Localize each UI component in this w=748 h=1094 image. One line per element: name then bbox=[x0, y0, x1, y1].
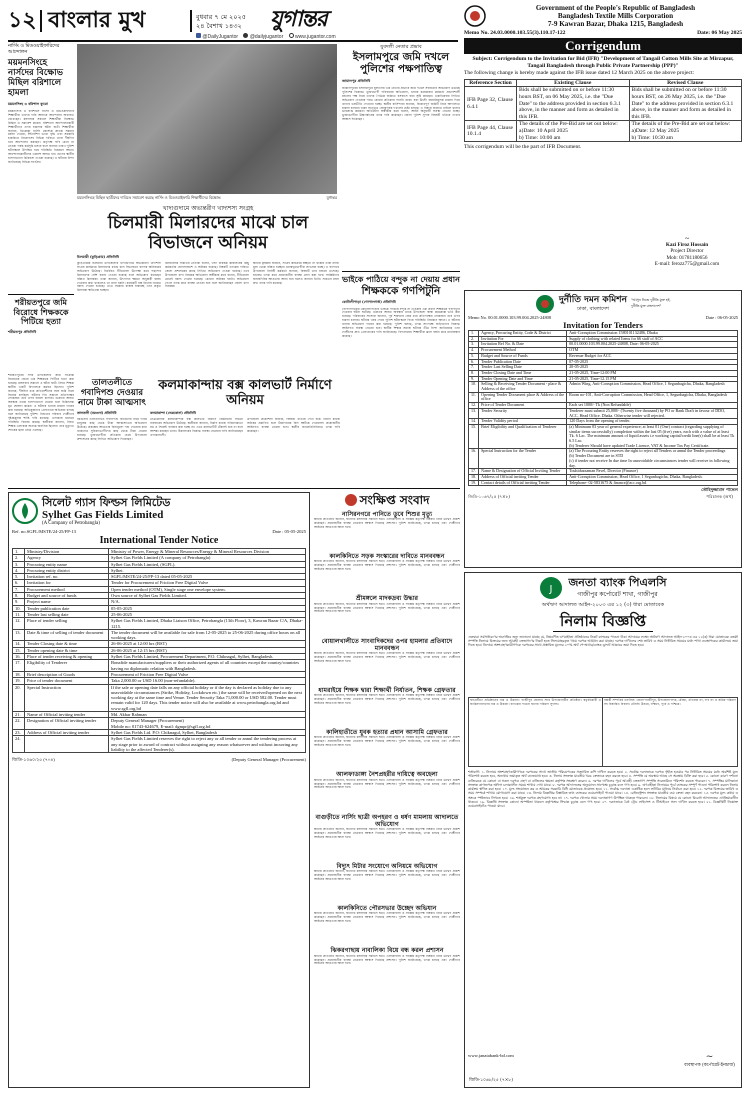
table-cell: 12. bbox=[469, 403, 479, 409]
ad-code: জিডি-১০৬০/২৫ (৭×৪) bbox=[12, 757, 55, 763]
table-cell: Sylhet Gas Fields Limited, (SGFL). bbox=[109, 561, 306, 567]
table-cell: N/A. bbox=[109, 599, 306, 605]
story-chilmari-body: চিলমারী (কুড়িগ্রাম) প্রতিনিধি কুড়িগ্রামের চিলমারী উপজেলায় খাদ্যগুদামে অভ্যন্তরীণ খাদ্যশস্য সংগ্রহ কার্যক্রমে মিলারদের মাঝে চাল বিভাজনে ব্যাপক অনিয়মের অভিযোগ উঠেছে। নির্ধারিত নীতিমালা উপেক্ষা করে পছন্দের মিলারদের বেশি বরাদ্দ দেওয়া হয়েছে বলে অভিযোগ করেছেন বঞ্চিত মিলাররা। তারা জানান, উৎপাদন ক্ষমতা অনুযায়ী বরাদ্দ দেওয়ার কথা থাকলেও তা মানা হয়নি। কয়েকটি বন্ধ মিলের নামেও বরাদ্দ দেওয়া হয়েছে। এতে সরকার রাজস্ব হারাচ্ছে এবং প্রকৃত মিলাররা ক্ষতিগ্রস্ত হচ্ছেন। মিলমালিক সমিতির নেতারা বলেন, খাদ্য নিয়ন্ত্রক কার্যালয়ের কিছু কর্মকর্তার যোগসাজশে এ অনিয়ম হয়েছে। বিষয়টি তদন্তের দাবিতে জেলা প্রশাসকের কাছে লিখিত অভিযোগ দেওয়া হয়েছে। তবে উপজেলা খাদ্য নিয়ন্ত্রক অভিযোগ অস্বীকার করে বলেন, নীতিমালা মেনেই বরাদ্দ দেওয়া হয়েছে। কোনো অনিয়ম হয়নি। অভিযোগ পেলে তদন্ত করে ব্যবস্থা নেওয়া হবে বলে জানিয়েছেন জেলা খাদ্য নিয়ন্ত্রক। স্থানীয় কৃষকরা জানান, সংগ্রহ কার্যক্রমে স্বচ্ছতা না থাকায় তারা ন্যায্য মূল্য থেকে বঞ্চিত হচ্ছেন। মধ্যস্বত্বভোগীরা লাভবান হচ্ছে। এ ব্যাপারে উপজেলা নির্বাহী কর্মকর্তা জানান, বিষয়টি তার নজরে এসেছে। যথাযথ তদন্ত করে প্রয়োজনীয় ব্যবস্থা গ্রহণ করা হবে। সংশ্লিষ্টদের জবাবদিহির আওতায় আনা হবে বলেও জানান তিনি। সচেতন মহল দ্রুত তদন্ত দাবি করেছে। bbox=[77, 255, 339, 293]
table-cell: (a) The Procuring Entity reserves the right to reject all Tenders or annul the Tender proceedings (b) Tender Document are in STD (c) if tender not receive In due time In unavoidable circumstances tender will receive in following day. bbox=[567, 449, 738, 469]
table-cell: Budget and source of funds bbox=[25, 593, 109, 599]
table-cell: Address of Official inviting Tender bbox=[479, 474, 567, 480]
table-cell: 05-05-2025 bbox=[109, 605, 306, 611]
story-headline[interactable]: ইসলামপুরে জমি দখলে পুলিশের পক্ষপাতিত্ব bbox=[352, 51, 450, 75]
table-header: Revised Clause bbox=[629, 79, 742, 87]
table-cell: Designation of Official inviting tender bbox=[25, 718, 109, 730]
story-kalmakanda: কলমাকান্দায় বক্স কালভার্ট নির্মাণে অনিয়ম কলমাকান্দা (নেত্রকোনা) প্রতিনিধি নেত্রকোনার কলমাকান্দায় বক্স কালভার্ট নির্মাণে নিম্নমানের সামগ্রী ব্যবহারের অভিযোগ উঠেছে। স্থানীয়রা জানান, নির্মাণ কাজে পরিমাণমতো রড ও সিমেন্ট ব্যবহার করা হচ্ছে না। এতে কালভার্টটি টেকসই হবে না বলে আশঙ্কা করছেন তারা। ঠিকাদারের বিরুদ্ধে ব্যবস্থা নেওয়ার দাবি জানিয়েছেন এলাকাবাসী। উপজেলা প্রকৌশলী জানান, বিষয়টি খতিয়ে দেখা হবে। নির্মাণ কাজে অনিয়ম প্রমাণিত হলে ঠিকাদারের বিল আটকে দেওয়াসহ প্রয়োজনীয় আইনগত ব্যবস্থা নেওয়া হবে। স্থানীয় জনপ্রতিনিধিরাও তদন্ত দাবি করেছেন। bbox=[150, 378, 340, 437]
table-cell: Address of Official inviting tender bbox=[25, 729, 109, 735]
facebook-icon[interactable] bbox=[196, 33, 201, 38]
story-byline: চিলমারী (কুড়িগ্রাম) প্রতিনিধি bbox=[77, 255, 120, 259]
table-cell: 10. bbox=[469, 382, 479, 392]
table-cell: Tender Opening Date and Time bbox=[479, 376, 567, 382]
table-cell: 15. bbox=[469, 424, 479, 449]
list-item bbox=[314, 947, 460, 986]
table-cell: Tender Closing date & time bbox=[25, 641, 109, 647]
table-row bbox=[469, 480, 738, 486]
table-cell: (a) Minimum 03 year of general experience; at least 01 (One) contract (regarding supplying of similar items successfully) completion within the last 05 (five) years, each with a value of at least Tk. 6 Lac. The minimum amount of liquid assets i.e working capital/credit line(s) shall be at least Tk 6.5 Lac. (b) Tenderer Should have updated Trade Licence, VAT & Income Tax Pay Certificate. bbox=[567, 424, 738, 449]
brief-list bbox=[314, 511, 460, 987]
list-item bbox=[314, 905, 460, 944]
page-number: ১২ bbox=[8, 7, 37, 33]
auction-intro: এতদ্বারা সর্বসাধারণের অবগতির জন্য জানানো যাচ্ছে যে, নিম্নবর্ণিত ঋণগ্রহীতা প্রতিষ্ঠানের নিকট ব্যাংকের পাওনা টাকা আদায়ের লক্ষ্যে অর্থঋণ আদালত আইন-২০০৩ এর ১২(৩) ধারা মোতাবেক বন্ধকী সম্পত্তি নিলামে বিক্রয়ের জন্য আগ্রহী ক্রেতাগণের নিকট হতে সিলমোহরকৃত খামে দরপত্র আহ্বান করা যাচ্ছে। দরপত্র দাখিলের শেষ তারিখ ও সময় নির্ধারিত সময়ের মধ্যে শাখা ব্যবস্থাপকের কার্যালয়ে জমা দিতে হবে। নিলামে অংশগ্রহণকারীগণকে দরপত্রের সাথে প্রস্তাবিত মূল্যের ২০% অর্থ পে-অর্ডার/ব্যাংক ড্রাফট আকারে জমা দিতে হবে। bbox=[468, 635, 738, 648]
table-cell: OTM bbox=[567, 348, 738, 354]
brief-headline[interactable]: বিদ্যুৎ মিটার সংযোগে অনিয়মে অভিযোগ bbox=[336, 863, 438, 871]
story-headline[interactable]: ময়মনসিংহে নার্সদের বিক্ষোভ মিছিল বরিশালে হামলা bbox=[8, 58, 63, 98]
table-cell: Selling & Receiving Tender Document - place & Address of the office bbox=[479, 382, 567, 392]
list-item bbox=[314, 511, 460, 550]
table-cell: 16. bbox=[13, 654, 25, 660]
table-cell: Contact details of Official inviting Tender bbox=[479, 480, 567, 486]
corrigendum-subject: Subject: Corrigendum to the Invitation for Bid (IFB) "Development of Tangail Cotton Mills Site at Mirzapur, Tangail Bangladesh through Public Private Partnership (PPP)" bbox=[472, 56, 734, 69]
table-cell: 8. bbox=[469, 370, 479, 376]
table-cell bbox=[25, 736, 109, 753]
table-header: Existing Clause bbox=[517, 79, 630, 87]
brief-body: স্থানীয় প্রতিনিধি জানান, ঘটনাটি মঙ্গলবার সকালে ঘটে। এলাকাবাসী ও সংশ্লিষ্ট কর্তৃপক্ষ বিষয়টি নিয়ে উদ্বেগ প্রকাশ করেছেন। প্রয়োজনীয় ব্যবস্থা নেওয়ার আশ্বাস দিয়েছে প্রশাসন। পুলিশ জানিয়েছে, তদন্ত চলছে এবং দোষীদের আইনের আওতায় আনা হবে। bbox=[314, 694, 460, 706]
table-cell: 18. bbox=[13, 671, 25, 677]
table-cell: 21-05-2025, Time-12:00 PM bbox=[567, 370, 738, 376]
signatory-title: ব্যবস্থাপক (কর্পোরেট-ইনচার্জ) bbox=[684, 1063, 735, 1068]
brief-headline[interactable]: আলফাডাঙ্গা নৈশপ্রহরীর দায়িত্বে অবহেলা bbox=[336, 771, 438, 779]
table-cell: 12. bbox=[13, 618, 25, 630]
brief-body: স্থানীয় প্রতিনিধি জানান, ঘটনাটি মঙ্গলবার সকালে ঘটে। এলাকাবাসী ও সংশ্লিষ্ট কর্তৃপক্ষ বিষয়টি নিয়ে উদ্বেগ প্রকাশ করেছেন। প্রয়োজনীয় ব্যবস্থা নেওয়ার আশ্বাস দিয়েছে প্রশাসন। পুলিশ জানিয়েছে, তদন্ত চলছে এবং দোষীদের আইনের আওতায় আনা হবে। bbox=[314, 560, 460, 572]
table-cell: 19. bbox=[13, 678, 25, 684]
brief-headline[interactable]: কালিহাতীতে যুবক হত্যার প্রধান আসামি গ্রেফতার bbox=[326, 729, 448, 737]
table-cell: Invitation ref. no. bbox=[25, 574, 109, 580]
list-item bbox=[314, 553, 460, 592]
section-title: বাংলার মুখ bbox=[48, 7, 146, 33]
table-row bbox=[465, 87, 742, 121]
brief-body: স্থানীয় প্রতিনিধি জানান, ঘটনাটি মঙ্গলবার সকালে ঘটে। এলাকাবাসী ও সংশ্লিষ্ট কর্তৃপক্ষ বিষয়টি নিয়ে উদ্বেগ প্রকাশ করেছেন। প্রয়োজনীয় ব্যবস্থা নেওয়ার আশ্বাস দিয়েছে প্রশাসন। পুলিশ জানিয়েছে, তদন্ত চলছে এবং দোষীদের আইনের আওতায় আনা হবে। bbox=[314, 778, 460, 790]
twitter-icon[interactable] bbox=[243, 33, 248, 38]
story-headline[interactable]: তালতলীতে গবাদিপশু দেওয়ার নামে টাকা আত্মসাৎ bbox=[78, 378, 146, 408]
table-row bbox=[13, 736, 306, 753]
acc-name-bn: দুর্নীতি দমন কমিশন bbox=[559, 294, 627, 305]
table-cell: Agency, Procuring Entity, Code & District bbox=[479, 331, 567, 337]
table-cell: Invitation for bbox=[25, 580, 109, 586]
table-cell: Price of tender document bbox=[25, 678, 109, 684]
table-row bbox=[469, 408, 738, 418]
table-cell: 11. bbox=[469, 392, 479, 402]
date-bn: বুধবার ৭ মে ২০২৫ bbox=[196, 13, 246, 21]
table-cell: 17. bbox=[13, 660, 25, 672]
table-row bbox=[13, 684, 306, 711]
table-cell: Tender Validity period bbox=[479, 419, 567, 425]
auction-law: অর্থঋণ আদালত আইন-২০০৩ এর ১২ (৩) ধারা মোতাবেক bbox=[541, 602, 665, 608]
list-item bbox=[314, 814, 460, 860]
table-cell: If the sale or opening date falls on any official holiday or if the day is declared as holiday due to any unavoidable circumstances (Strike, Holiday, Lockdown etc.) the same will be received/opened on the next working day at the same time and Venue. Tender Security Taka 71,000.00 or USD 582.00. Tender must remain valid for 120 days. This tender notice will also be available at www.petrobangla.org.bd and www.sgfl.org.bd bbox=[109, 684, 306, 711]
brief-body: স্থানীয় প্রতিনিধি জানান, ঘটনাটি মঙ্গলবার সকালে ঘটে। এলাকাবাসী ও সংশ্লিষ্ট কর্তৃপক্ষ বিষয়টি নিয়ে উদ্বেগ প্রকাশ করেছেন। প্রয়োজনীয় ব্যবস্থা নেওয়ার আশ্বাস দিয়েছে প্রশাসন। পুলিশ জানিয়েছে, তদন্ত চলছে এবং দোষীদের আইনের আওতায় আনা হবে। bbox=[314, 954, 460, 966]
twitter-handle[interactable]: @dailyjugantor bbox=[249, 34, 284, 40]
table-cell: The details of the Pre-Bid are set out below: a)Date: 12 May 2025 b) Time: 10:30 am bbox=[629, 121, 742, 142]
table-cell: Eligibility of Tenderer bbox=[25, 660, 109, 672]
table-cell: Date & time of selling of tender document bbox=[25, 629, 109, 641]
table-cell: Name of Official inviting tender bbox=[25, 712, 109, 718]
ad-corrigendum bbox=[464, 4, 742, 286]
table-cell: Tender Closing Date and Time bbox=[479, 370, 567, 376]
story-kicker: খাদ্যগুদামে অভ্যন্তরীণ খাদ্যশস্য সংগ্রহ bbox=[162, 205, 254, 212]
table-cell: 6. bbox=[13, 580, 25, 586]
ref-no: Ref. no.SGFL/MSTE/24-25/FP-13 bbox=[12, 529, 76, 534]
story-headline[interactable]: চিলমারী মিলারদের মাঝে চাল বিভাজনে অনিয়ম bbox=[107, 213, 309, 253]
story-body-gopalpur: গোপালগঞ্জের কোটালীপাড়ায় ভাইকে পাঠিয়ে বন্দুক না দেওয়ায় এক প্রধান শিক্ষককে গণপিটুনি দেওয়ার ঘটনা ঘটেছে। গুরুতর আহত অবস্থায় তাকে উপজেলা স্বাস্থ্য কমপ্লেক্সে ভর্তি করা হয়েছে। পরিবারের সদস্যরা জানান, পূর্ব শত্রুতার জের ধরে প্রতিপক্ষের লোকজন তার ওপর হামলা চালায়। ঘটনার খবর পেয়ে পুলিশ ঘটনাস্থলে গিয়ে পরিস্থিতি নিয়ন্ত্রণে আনে। এ ঘটনায় থানায় অভিযোগ দায়ের করা হয়েছে। পুলিশ বলছে, তদন্ত সাপেক্ষে জড়িতদের বিরুদ্ধে আইনগত ব্যবস্থা নেওয়া হবে। স্থানীয় শিক্ষক সমাজ ঘটনার তীব্র নিন্দা জানিয়েছে এবং দোষীদের দ্রুত গ্রেফতারের দাবি জানিয়েছে। বিদ্যালয়ের শিক্ষার্থীরা ক্লাস বর্জন করে মানববন্ধন করেছে। bbox=[342, 307, 460, 338]
story-headline[interactable]: কলমাকান্দায় বক্স কালভার্ট নির্মাণে অনিয়ম bbox=[158, 378, 332, 408]
story-byline: তালতলী (বরগুনা) প্রতিনিধি bbox=[77, 411, 117, 415]
table-cell: 20-05-2025 bbox=[567, 365, 738, 371]
sylhet-tender-table bbox=[12, 548, 306, 753]
table-cell: Tender Publication Date bbox=[479, 359, 567, 365]
signatory-name: তৌহিদুজ্জামান পাভেল bbox=[701, 487, 738, 493]
brief-title: সংক্ষিপ্ত সংবাদ bbox=[359, 493, 430, 507]
table-cell: IFB Page 44, Clause 10.1.4 bbox=[465, 121, 517, 142]
corrigendum-title: Corrigendum bbox=[464, 38, 742, 54]
table-cell: Deputy General Manager (Procurement) Mobile no: 01743-624679, E-mail: dgmpr@sgfl.org.bd bbox=[109, 718, 306, 730]
table-cell: 2. bbox=[13, 555, 25, 561]
table-cell: Brief Eligibility and Qualification of Tenderer bbox=[479, 424, 567, 449]
brief-body: স্থানীয় প্রতিনিধি জানান, ঘটনাটি মঙ্গলবার সকালে ঘটে। এলাকাবাসী ও সংশ্লিষ্ট কর্তৃপক্ষ বিষয়টি নিয়ে উদ্বেগ প্রকাশ করেছেন। প্রয়োজনীয় ব্যবস্থা নেওয়ার আশ্বাস দিয়েছে প্রশাসন। পুলিশ জানিয়েছে, তদন্ত চলছে এবং দোষীদের আইনের আওতায় আনা হবে। bbox=[314, 912, 460, 924]
masthead bbox=[8, 6, 458, 42]
table-row bbox=[13, 629, 306, 641]
table-cell: Anti-Corruption Commission, Head Office, 1 Segunbagicha, Dhaka, Bangladesh. bbox=[567, 474, 738, 480]
table-cell: 15. bbox=[13, 647, 25, 653]
tender-title: International Tender Notice bbox=[99, 535, 219, 546]
table-row bbox=[469, 449, 738, 469]
table-cell: Tender Security bbox=[479, 408, 567, 418]
corrigendum-table bbox=[464, 79, 742, 142]
story-nurses bbox=[8, 44, 74, 344]
table-cell: Procurement of Friction Free Digital Valve bbox=[109, 671, 306, 677]
auction-table: ঋণগ্রহীতা প্রতিষ্ঠানের নাম ও ঠিকানা: গাজীপুর জেলার সদর উপজেলাধীন প্রতিষ্ঠান। স্বত্বাধিকারী ও জামিনদারগণের নাম ও ঠিকানা। ব্যাংকের পাওনা ঋণের পরিমাণ সুদসহ। বন্ধকী সম্পত্তির তফসিল: জেলা-গাজীপুর, উপজেলা-সদর, মৌজা, খতিয়ান নং, দাগ নং ও জমির পরিমাণ সহ বিস্তারিত বিবরণ। চৌহদ্দি উত্তরে, দক্ষিণে, পূর্বে ও পশ্চিমে। bbox=[468, 697, 738, 767]
table-cell: Touhiduzzaman Pavel, Director (Finance) bbox=[567, 469, 738, 475]
brief-body: স্থানীয় প্রতিনিধি জানান, ঘটনাটি মঙ্গলবার সকালে ঘটে। এলাকাবাসী ও সংশ্লিষ্ট কর্তৃপক্ষ বিষয়টি নিয়ে উদ্বেগ প্রকাশ করেছেন। প্রয়োজনীয় ব্যবস্থা নেওয়ার আশ্বাস দিয়েছে প্রশাসন। পুলিশ জানিয়েছে, তদন্ত চলছে এবং দোষীদের আইনের আওতায় আনা হবে। bbox=[314, 828, 460, 839]
memo-no: Memo No. 00.01.0000.103.99.004.2025-24808 bbox=[468, 315, 552, 320]
table-cell: 9. bbox=[13, 599, 25, 605]
table-row bbox=[469, 424, 738, 449]
table-cell: 17. bbox=[469, 469, 479, 475]
table-cell: Admin Wing, Anti-Corruption Commission, Head Office, 1 Segunbagicha, Dhaka, Bangladesh bbox=[567, 382, 738, 392]
table-cell: 22. bbox=[13, 718, 25, 730]
table-cell: 13. bbox=[469, 408, 479, 418]
list-item bbox=[314, 687, 460, 726]
table-cell: IFB Page 32, Clause 6.4.1 bbox=[465, 87, 517, 121]
table-cell: Place of tender selling bbox=[25, 618, 109, 630]
table-cell: Bonafide manufacturers/suppliers or their authorized agents of all countries except the country/countries having no diplomatic relation with Bangladesh. bbox=[109, 660, 306, 672]
memo-no: Memo No. 24.03.0000.103.55(3).110.17-122 bbox=[464, 30, 566, 36]
table-cell: 9. bbox=[469, 376, 479, 382]
table-row bbox=[469, 382, 738, 392]
table-cell: The details of the Pre-Bid are set out below: a)Date: 10 April 2025 b) Time: 10:00 am bbox=[517, 121, 630, 142]
svg-text:J: J bbox=[549, 584, 553, 595]
table-cell: 20. bbox=[13, 684, 25, 711]
table-cell: 18. bbox=[469, 474, 479, 480]
table-cell: Room no-101, Anti-Corruption Commission, Head Office, 1, Segunbagicha, Dhaka, Bangladesh bbox=[567, 392, 738, 402]
table-cell: 21. bbox=[13, 712, 25, 718]
date-bn-2: ২৪ বৈশাখ ১৪৩২ bbox=[196, 22, 242, 30]
story-body-shariatpur: শরীয়তপুরের সদর উপজেলায় জমি সংক্রান্ত বিরোধের জেরে এক শিক্ষককে পিটিয়ে হত্যা করা হয়েছে। মঙ্গলবার সকালে এ ঘটনা ঘটে। নিহত শিক্ষক স্থানীয় একটি বিদ্যালয়ে কর্মরত ছিলেন। পুলিশ জানায়, দীর্ঘদিন ধরে প্রতিবেশীদের সঙ্গে জমি নিয়ে বিরোধ চলছিল। ঘটনার দিন সকালে প্রতিপক্ষের লোকজন তার ওপর হামলা চালায়। গুরুতর আহত অবস্থায় তাকে হাসপাতালে নেওয়া হলে চিকিৎসক মৃত ঘোষণা করেন। এ ঘটনায় থানায় মামলা দায়ের করা হয়েছে। অভিযুক্তদের গ্রেফতারে অভিযান চলছে বলে জানিয়েছে পুলিশ। নিহতের পরিবার দোষীদের দৃষ্টান্তমূলক শাস্তি দাবি করেছে। এলাকায় থমথমে পরিস্থিতি বিরাজ করছে। স্থানীয়রা জানান, নিহত শিক্ষক এলাকায় অত্যন্ত জনপ্রিয় ছিলেন। তার মৃত্যুতে শোকের ছায়া নেমে এসেছে। bbox=[8, 374, 74, 432]
table-cell: 19. bbox=[469, 480, 479, 486]
story-islampur bbox=[342, 44, 460, 462]
story-headline-gopalpur[interactable]: শিক্ষককে গণপিটুনি bbox=[361, 284, 441, 297]
table-row bbox=[13, 618, 306, 630]
table-header: Reference Section bbox=[465, 79, 517, 87]
corrigendum-intro: The following change is hereby made against the IFB issue dated 12 March 2025 on the above project: bbox=[464, 70, 695, 77]
table-cell: Budget and Source of Funds bbox=[479, 353, 567, 359]
table-cell: 6. bbox=[469, 359, 479, 365]
story-headline-shariatpur[interactable]: শরীয়তপুরে জমি বিরোধে শিক্ষককে পিটিয়ে হত্যা bbox=[13, 297, 69, 326]
brief-body: স্থানীয় প্রতিনিধি জানান, ঘটনাটি মঙ্গলবার সকালে ঘটে। এলাকাবাসী ও সংশ্লিষ্ট কর্তৃপক্ষ বিষয়টি নিয়ে উদ্বেগ প্রকাশ করেছেন। প্রয়োজনীয় ব্যবস্থা নেওয়ার আশ্বাস দিয়েছে প্রশাসন। পুলিশ জানিয়েছে, তদন্ত চলছে এবং দোষীদের আইনের আওতায় আনা হবে। bbox=[314, 602, 460, 614]
signatory-email[interactable]: E-mail: ferozz775@gmail.com bbox=[654, 260, 720, 267]
table-cell: 26-06-2025 at 12:15 hrs (BST) bbox=[109, 647, 306, 653]
table-cell: Name & Designation of Official Inviting Tender bbox=[479, 469, 567, 475]
table-cell: Md. Akbar Rahman bbox=[109, 712, 306, 718]
table-cell: Ministry of Power, Energy & Mineral Resources/Energy & Mineral Resources Division bbox=[109, 549, 306, 555]
brief-headline[interactable]: কালকিনিতে সড়ক সংস্কারের দাবিতে মানববন্ধন bbox=[329, 553, 445, 561]
table-cell: Bids shall be submitted on or before 11:30 hours BST, on 06 May 2025, i.e. the "Due Date" to the address provided in section 6.3.1 above, in the manner and form as detailed in this IFB. bbox=[517, 87, 630, 121]
table-cell: 1. bbox=[469, 331, 479, 337]
table-cell: Tender Last Selling Date bbox=[479, 365, 567, 371]
ref-date: Date : 05-05-2025 bbox=[272, 529, 306, 534]
table-cell: Special Instruction bbox=[25, 684, 109, 711]
signatory-title: Project Director bbox=[670, 248, 704, 255]
signatory-mobile: Mob: 01781180656 bbox=[666, 254, 708, 261]
table-cell: 4. bbox=[469, 348, 479, 354]
acc-logo-icon bbox=[535, 294, 555, 314]
table-cell: 24. bbox=[13, 736, 25, 753]
table-cell: 8. bbox=[13, 593, 25, 599]
auction-title: নিলাম বিজ্ঞপ্তি bbox=[553, 612, 653, 632]
story-byline: কোটালীপাড়া (গোপালগঞ্জ) প্রতিনিধি bbox=[342, 299, 396, 304]
table-cell: Tender publication date bbox=[25, 605, 109, 611]
brief-headline[interactable]: ঝিকরগাছায় নাবালিকা বিয়ে বন্ধ করল প্রশাসন bbox=[330, 947, 444, 955]
company-name-bn: সিলেট গ্যাস ফিল্ডস লিমিটেড bbox=[42, 496, 171, 509]
org-name: Bangladesh Textile Mills Corporation bbox=[557, 12, 674, 20]
tender-title: Invitation for Tenders bbox=[563, 320, 643, 330]
table-cell: Opening Tender Document place & Address of the office bbox=[479, 392, 567, 402]
website-link[interactable]: www.jugantor.com bbox=[295, 34, 336, 40]
signatory-title: পরিচালক (অর্থ) bbox=[706, 494, 734, 500]
table-cell: Revenue Budget for ACC bbox=[567, 353, 738, 359]
table-cell: Sylhet Gas Fields Limited, Dhaka Liaison Office, Petrobangla (13th Floor), 3, Kawran Bazar C/A, Dhaka-1215. bbox=[109, 618, 306, 630]
brief-headline[interactable]: কালকিনিতে পৌরসভার উচ্ছেদ অভিযান bbox=[337, 905, 437, 913]
corrigendum-footer: This corrigendum will be the part of IFB Document. bbox=[464, 144, 582, 151]
table-cell: Invitation Ref No. & Date bbox=[479, 342, 567, 348]
janata-logo-icon bbox=[539, 576, 563, 600]
ad-code: জিডি-১০৬৮/২৫ (৭×৮) bbox=[469, 1078, 513, 1083]
table-cell: Each set 1000/- Tk (Non Refundable) bbox=[567, 403, 738, 409]
table-cell: Tender opening date & time bbox=[25, 647, 109, 653]
org-address: 7-9 Kawran Bazar, Dhaka 1215, Bangladesh bbox=[547, 20, 684, 28]
table-cell: 120 Days from the opening of tender. bbox=[567, 419, 738, 425]
signature-mark: ~ bbox=[705, 1052, 714, 1062]
story-byline: ময়মনসিংহ ও বরিশাল ব্যুরো bbox=[8, 102, 48, 106]
table-cell: 3. bbox=[13, 561, 25, 567]
website-link[interactable]: www.janatabank-bd.com bbox=[468, 1053, 514, 1058]
table-cell: 25-06-2025 bbox=[109, 611, 306, 617]
table-cell: Ministry/Division bbox=[25, 549, 109, 555]
company-name-en: Sylhet Gas Fields Limited bbox=[42, 509, 164, 521]
table-row bbox=[13, 718, 306, 730]
table-cell: Special Instruction for the Tender bbox=[479, 449, 567, 469]
brief-body: স্থানীয় প্রতিনিধি জানান, ঘটনাটি মঙ্গলবার সকালে ঘটে। এলাকাবাসী ও সংশ্লিষ্ট কর্তৃপক্ষ বিষয়টি নিয়ে উদ্বেগ প্রকাশ করেছেন। প্রয়োজনীয় ব্যবস্থা নেওয়ার আশ্বাস দিয়েছে প্রশাসন। পুলিশ জানিয়েছে, তদন্ত চলছে এবং দোষীদের আইনের আওতায় আনা হবে। bbox=[314, 736, 460, 748]
facebook-handle[interactable]: @DailyJugantor bbox=[202, 34, 239, 40]
bank-branch-bn: গাজীপুর কর্পোরেট শাখা, গাজীপুর bbox=[577, 591, 658, 598]
table-cell: Bids shall be submitted on or before 11:30 hours BST, on 26 May 2025, i.e. the "Due Date" to the address provided in section 6.3.1 above, in the manner and form as detailed in this IFB. bbox=[629, 87, 742, 121]
signatory-title: (Deputy General Manager (Procurement) bbox=[231, 757, 306, 763]
table-cell: Invitation For bbox=[479, 336, 567, 342]
company-sub: (A Company of Petrobangla) bbox=[42, 521, 100, 526]
bank-name-bn: জনতা ব্যাংক পিএলসি bbox=[568, 576, 667, 589]
brief-news-icon bbox=[345, 494, 357, 506]
brief-body: স্থানীয় প্রতিনিধি জানান, ঘটনাটি মঙ্গলবার সকালে ঘটে। এলাকাবাসী ও সংশ্লিষ্ট কর্তৃপক্ষ বিষয়টি নিয়ে উদ্বেগ প্রকাশ করেছেন। প্রয়োজনীয় ব্যবস্থা নেওয়ার আশ্বাস দিয়েছে প্রশাসন। পুলিশ জানিয়েছে, তদন্ত চলছে এবং দোষীদের আইনের আওতায় আনা হবে। bbox=[314, 652, 460, 663]
table-cell: 00.01.0000.103.99.004.2025-24808, Date: 06-05-2025 bbox=[567, 342, 738, 348]
acc-slogan: "আসুন নিজে দুর্নীতি মুক্ত হই, দুর্নীতি মুক্ত বাংলাদেশ" bbox=[630, 298, 671, 308]
table-cell: 10. bbox=[13, 605, 25, 611]
story-byline: জামালপুর প্রতিনিধি bbox=[342, 79, 371, 83]
table-cell: Place of tender receiving & opening bbox=[25, 654, 109, 660]
list-item bbox=[314, 729, 460, 768]
table-row bbox=[13, 660, 306, 672]
table-cell: 14. bbox=[469, 419, 479, 425]
table-cell: 11. bbox=[13, 611, 25, 617]
ad-sylhet-gas bbox=[8, 492, 310, 1088]
table-cell: Procurement Method bbox=[479, 348, 567, 354]
table-cell: Procurement method bbox=[25, 586, 109, 592]
story-kicker: নার্সিং ও মিডওয়াইফারিদের আন্দোলন bbox=[8, 44, 60, 55]
social-bar bbox=[196, 33, 336, 40]
table-cell: Tender last selling date bbox=[25, 611, 109, 617]
table-cell: 7. bbox=[13, 586, 25, 592]
story-taltali: তালতলীতে গবাদিপশু দেওয়ার নামে টাকা আত্মসাৎ তালতলী (বরগুনা) প্রতিনিধি বরগুনার তালতলীতে গবাদিপশু বিতরণের নামে দরিদ্র মানুষের কাছ থেকে টাকা আত্মসাতের অভিযোগ উঠেছে। প্রকল্পের আওতায় বিনামূল্যে পশু দেওয়ার কথা থাকলেও সুবিধাভোগীদের কাছ থেকে টাকা নেওয়া হয়েছে। ভুক্তভোগীরা প্রতিকার চেয়ে উপজেলা প্রশাসনের কাছে লিখিত অভিযোগ দিয়েছেন। bbox=[77, 378, 147, 441]
table-cell: Sylhet Gas Fields Limited, Procurement Department, P.O. Chiknagul, Sylhet, Bangladesh. bbox=[109, 654, 306, 660]
brief-headline[interactable]: ধামরাইয়ে শিক্ষক দ্বারা শিক্ষার্থী নির্যাতন, শিক্ষক গ্রেফতার bbox=[318, 687, 456, 695]
story-byline: শরীয়তপুর প্রতিনিধি bbox=[8, 329, 37, 334]
photo-credit: যুগান্তর bbox=[326, 195, 337, 200]
ad-acc-tender bbox=[464, 290, 742, 568]
story-body: ময়মনসিংহ ও বরিশালে নার্সিং ও মিডওয়াইফারি শিক্ষার্থীরা তাদের দাবি আদায়ে আন্দোলন অব্যাহত রেখেছেন। মঙ্গলবার সকালে শিক্ষার্থীরা বিক্ষোভ মিছিল ও সমাবেশ করেন। বরিশালে আন্দোলনকারী শিক্ষার্থীদের ওপর হামলার ঘটনা ঘটে। শিক্ষার্থীরা জানান, ডিপ্লোমা নার্সিং কোর্সকে স্নাতক সমমান মর্যাদা দেওয়া, ইন্টার্নশিপ ভাতা বৃদ্ধি এবং সরকারি চাকরিতে নিয়োগসহ বিভিন্ন দাবিতে তারা দীর্ঘদিন ধরে আন্দোলন করছেন। কর্তৃপক্ষ দাবি মেনে না নেওয়া পর্যন্ত কর্মসূচি চলবে বলে জানান তারা। পুলিশ ঘটনাস্থলে উপস্থিত হয়ে পরিস্থিতি নিয়ন্ত্রণে আনে। আন্দোলনকারীদের একাংশ আহত হন। তাদের স্থানীয় হাসপাতালে চিকিৎসা দেওয়া হয়েছে। এ ঘটনায় নিন্দা জানিয়েছে বিভিন্ন সংগঠন। bbox=[8, 110, 74, 164]
table-cell: SGFL/MSTE/24-25/FP-13 dated 05-05-2025 bbox=[109, 574, 306, 580]
table-cell: 21-05-2025, Time-12.15 PM bbox=[567, 376, 738, 382]
table-cell: 23. bbox=[13, 729, 25, 735]
brand-logo: যুগান্তর bbox=[270, 6, 327, 32]
table-cell: Tender for Procurement of Friction Free Digital Valve bbox=[109, 580, 306, 586]
table-row bbox=[13, 654, 306, 660]
brief-headline[interactable]: নাসিরনগরে পানিতে ডুবে শিশুর মৃত্যু bbox=[341, 511, 433, 518]
brief-body: স্থানীয় প্রতিনিধি জানান, ঘটনাটি মঙ্গলবার সকালে ঘটে। এলাকাবাসী ও সংশ্লিষ্ট কর্তৃপক্ষ বিষয়টি নিয়ে উদ্বেগ প্রকাশ করেছেন। প্রয়োজনীয় ব্যবস্থা নেওয়ার আশ্বাস দিয়েছে প্রশাসন। পুলিশ জানিয়েছে, তদন্ত চলছে এবং দোষীদের আইনের আওতায় আনা হবে। bbox=[314, 518, 460, 530]
brief-headline[interactable]: বোয়ালখালীতে সাংবাদিকদের ওপর হামলার প্রতিবাদে মানববন্ধন bbox=[321, 637, 453, 652]
table-cell: Supply of clothing with related Items for 66 staff of ACC bbox=[567, 336, 738, 342]
table-cell: 5. bbox=[13, 574, 25, 580]
memo-date: Date : 06-05-2025 bbox=[705, 315, 738, 320]
brief-headline[interactable]: শ্রীমঙ্গলে মাদকদ্রব্য উদ্ধার bbox=[355, 595, 419, 603]
table-cell: 26-06-2025 at 12:00 hrs (BST) bbox=[109, 641, 306, 647]
memo-date: Date: 06 May 2025 bbox=[697, 30, 742, 36]
table-cell: Taka 2,000.00 or USD 16.00 (non-refundable). bbox=[109, 678, 306, 684]
table-cell: Telephone- 02-5831675 & finance@acc.org.bd bbox=[567, 480, 738, 486]
list-item bbox=[314, 771, 460, 810]
signatory-name: Kazi Firoz Hossain bbox=[665, 242, 709, 249]
table-cell: Sylhet Gas Fields Limited reserves the right to reject any or all tender or annul the tendering process at any stage prior to award of contract without assigning any reason whatsoever and without incurring any liability to the affected Tenderer(s). bbox=[109, 736, 306, 753]
table-cell: Tenderer must submit 25,000/- (Twenty five thousand) by PO or Bank Draft in favour of DDO, ACC, Head Office. Dhaka. Otherwise tender will rejected. bbox=[567, 408, 738, 418]
story-kicker-gopalpur: ভাইকে পাঠিয়ে বন্দুক না দেয়ায় প্রধান bbox=[342, 274, 460, 284]
table-cell: The tender document will be available for sale from 12-05-2025 to 25-06-2025 during office hours on all working days. bbox=[109, 629, 306, 641]
table-cell: 5. bbox=[469, 353, 479, 359]
table-cell: 16. bbox=[469, 449, 479, 469]
list-item bbox=[314, 595, 460, 634]
sgfl-logo-icon bbox=[12, 498, 38, 524]
org-title: Government of the People's Republic of Bangladesh bbox=[535, 4, 696, 12]
table-cell: Agency bbox=[25, 555, 109, 561]
list-item bbox=[314, 638, 460, 684]
btmc-logo-icon bbox=[464, 5, 486, 27]
table-row bbox=[469, 392, 738, 402]
table-cell: 4. bbox=[13, 567, 25, 573]
table-cell: Brief description of Goods bbox=[25, 671, 109, 677]
story-byline: কলমাকান্দা (নেত্রকোনা) প্রতিনিধি bbox=[150, 411, 196, 415]
list-item bbox=[314, 863, 460, 902]
brief-headline[interactable]: বাগুড়ীতে নার্সিং ছাত্রী অপহরণ ও ধর্ষণ মামলায় আদালতে অভিযোগ bbox=[315, 813, 459, 828]
table-cell: 14. bbox=[13, 641, 25, 647]
table-cell: Procuring entity district bbox=[25, 567, 109, 573]
table-cell: Price of Tender Document bbox=[479, 403, 567, 409]
brief-body: স্থানীয় প্রতিনিধি জানান, ঘটনাটি মঙ্গলবার সকালে ঘটে। এলাকাবাসী ও সংশ্লিষ্ট কর্তৃপক্ষ বিষয়টি নিয়ে উদ্বেগ প্রকাশ করেছেন। প্রয়োজনীয় ব্যবস্থা নেওয়ার আশ্বাস দিয়েছে প্রশাসন। পুলিশ জানিয়েছে, তদন্ত চলছে এবং দোষীদের আইনের আওতায় আনা হবে। bbox=[314, 870, 460, 882]
brief-news bbox=[314, 492, 460, 1088]
table-cell: Procuring entity name bbox=[25, 561, 109, 567]
table-cell: 07-05-2025 bbox=[567, 359, 738, 365]
acc-city-bn: ঢাকা, বাংলাদেশ bbox=[577, 305, 609, 312]
acc-tender-table bbox=[468, 330, 738, 486]
story-kicker: যুবদলী নেতার প্রভাব bbox=[380, 44, 422, 50]
ad-code: জিডি-১০৬৭/২৫ (৭×৮) bbox=[468, 494, 510, 500]
table-cell: 2. bbox=[469, 336, 479, 342]
table-cell: 7. bbox=[469, 365, 479, 371]
table-cell: Sylhet Gas Fields Ltd. P.O: Chiknagul, Sylhet, Bangladesh bbox=[109, 729, 306, 735]
table-cell: 13. bbox=[13, 629, 25, 641]
ad-janata-auction bbox=[464, 572, 742, 1088]
story-body: জামালপুরের ইসলামপুরে যুবদলের এক নেতার প্রভাবে জমি দখলে সহায়তার অভিযোগ উঠেছে পুলিশের বিরুদ্ধে। ভুক্তভোগী পরিবারের অভিযোগ, থানার কয়েকজন কর্মকর্তা প্রভাবশালী মহলের পক্ষ নিয়ে তাদের পৈত্রিক জমিতে বসবাসে বাধা সৃষ্টি করছেন। একাধিকবার লিখিত অভিযোগ দেওয়ার পরও কোনো প্রতিকার পাননি তারা। বরং উল্টো হয়রানিমূলক মামলা দিয়ে তাদের ভয়ভীতি দেখানো হচ্ছে। স্থানীয় বাসিন্দারা জানান, বিরোধপূর্ণ জমিটি নিয়ে আদালতে মামলা চলমান থাকা সত্ত্বেও জোরপূর্বক দখলের চেষ্টা চলছে। এ বিষয়ে জানতে চাইলে থানার ভারপ্রাপ্ত কর্মকর্তা অভিযোগ অস্বীকার করে বলেন, আইন অনুযায়ী ব্যবস্থা নেওয়া হচ্ছে। ভুক্তভোগীরা উচ্চপর্যায়ের তদন্ত দাবি করেছেন। জেলা পুলিশ সুপার বিষয়টি খতিয়ে দেখার আশ্বাস দিয়েছেন। bbox=[342, 87, 460, 122]
news-photo[interactable] bbox=[77, 44, 337, 194]
table-cell: Project name bbox=[25, 599, 109, 605]
table-cell: Sylhet. bbox=[109, 567, 306, 573]
table-cell: Own source of Sylhet Gas Fields Limited. bbox=[109, 593, 306, 599]
photo-caption: ময়মনসিংহে মিছিল ছাত্রীদের দাবিতে সমাবেশ করছে নার্সিং ও মিডওয়াইফারি শিক্ষার্থীদের বিক্ষোভ যুগান্তর bbox=[77, 195, 337, 200]
signature-mark: ~ bbox=[684, 234, 690, 243]
auction-terms: শর্তাবলী: ১. নিলামে অংশগ্রহণকারীগণকে দরপত্রের সাথে জাতীয় পরিচয়পত্রের সত্যায়িত কপি দাখিল করতে হবে। ২. সর্বোচ্চ দরদাতাকে দরপত্র গৃহীত হওয়ার পর নির্ধারিত সময়ের মধ্যে অবশিষ্ট মূল্য পরিশোধ করতে হবে, অন্যথায় জমাকৃত অর্থ বাজেয়াপ্ত হবে। ৩. নিলাম সংক্রান্ত যাবতীয় খরচ ক্রেতাকে বহন করতে হবে। ৪. সম্পত্তি যে অবস্থায় আছে সে অবস্থায় বিক্রি করা হবে। ৫. কোনো কারণ দর্শানো ব্যতিরেকে যে কোনো বা সকল দরপত্র গ্রহণ বা বাতিলের ক্ষমতা কর্তৃপক্ষ সংরক্ষণ করেন। ৬. দরপত্র দাখিলের পূর্বে আগ্রহী ক্রেতাগণ সম্পত্তি সরেজমিনে পরিদর্শন করতে পারবেন। ৭. সম্পত্তির মালিকানা সংক্রান্ত কাগজপত্র অফিস চলাকালীন সময়ে শাখায় দেখা যাবে। ৮. দরপত্র আদালতের অনুমোদন সাপেক্ষে চূড়ান্ত বলে গণ্য হবে। ৯. ঋণগ্রহীতা নিলামের পূর্বে ব্যাংকের সম্পূর্ণ পাওনা পরিশোধ করলে নিলাম কার্যক্রম স্থগিত করা হবে। ১০. মূল্য সংযোজন কর ও আয়কর সরকারি বিধি মোতাবেক প্রযোজ্য হবে। ১১. সর্বোচ্চ দরদাতা একাধিক হলে লটারির মাধ্যমে নির্বাচন করা হবে। ১২. দরপত্র বিক্রয়ের তারিখ ও সময় সম্পর্কে শাখায় যোগাযোগ করা যাবে। ১৩. নিলাম বিজ্ঞপ্তির বিস্তারিত তথ্য ব্যাংকের ওয়েবসাইটে পাওয়া যাবে। ১৪. রেজিস্ট্রেশন সংক্রান্ত যাবতীয় ব্যয় ক্রেতা বহন করবেন। ১৫. দরপত্র মূল্য কথায় ও অংকে স্পষ্টভাবে লিখতে হবে। ১৬. শর্তযুক্ত দরপত্র গ্রহণযোগ্য হবে না। ১৭. দরপত্র খোলার সময় দরদাতাগণ উপস্থিত থাকতে পারবেন। ১৮. নিলামের বিষয়ে যে কোনো বিরোধ আদালতের এখতিয়ারাধীন থাকবে। ১৯. বিজ্ঞপ্তি সংক্রান্ত কোনো অস্পষ্টতা থাকলে কর্তৃপক্ষের সিদ্ধান্ত চূড়ান্ত বলে গণ্য হবে। ২০. দরদাতাকে বৈধ ট্রেড লাইসেন্স ও টিআইএন সনদ দাখিল করতে হবে। ২১. বিজ্ঞপ্তিটি নিম্নোক্ত ওয়েবসাইটেও পাওয়া যাবে। bbox=[468, 770, 738, 809]
table-cell: Anti-Corruption Commission 1580101132486, Dhaka bbox=[567, 331, 738, 337]
table-cell: 1. bbox=[13, 549, 25, 555]
globe-icon[interactable] bbox=[289, 33, 294, 38]
table-cell: Sylhet Gas Fields Limited (A company of Petrobangla) bbox=[109, 555, 306, 561]
table-cell: 3. bbox=[469, 342, 479, 348]
table-row bbox=[13, 549, 306, 555]
table-cell: Open tender method (OTM), Single stage one envelope system. bbox=[109, 586, 306, 592]
table-row bbox=[465, 121, 742, 142]
